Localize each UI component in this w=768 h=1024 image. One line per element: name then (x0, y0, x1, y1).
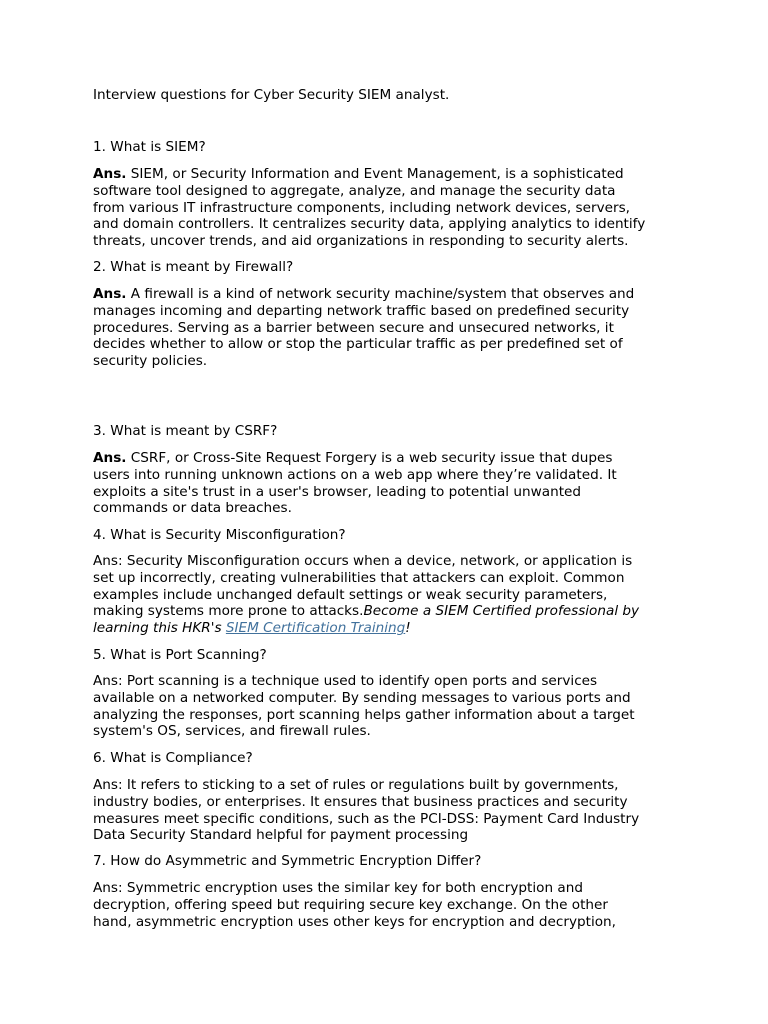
question-4: 4. What is Security Misconfiguration? (93, 527, 346, 543)
answer-line (93, 603, 683, 620)
answer-line (93, 620, 683, 637)
answer-line: Ans: Port scanning is a technique used to identify open ports and services (93, 673, 598, 689)
answer-line: threats, uncover trends, and aid organizations in responding to security alerts. (93, 233, 629, 250)
answer-line (93, 166, 683, 183)
question-1: 1. What is SIEM? (93, 139, 206, 155)
answer-line: set up incorrectly, creating vulnerabilities that attackers can exploit. Common (93, 569, 625, 586)
answer-1 (93, 166, 683, 250)
promo-text: learning this HKR's (93, 620, 226, 637)
answer-line (93, 450, 683, 467)
answer-text: SIEM, or Security Information and Event Management, is a sophisticated (130, 166, 624, 182)
answer-line: and domain controllers. It centralizes security data, applying analytics to identify (93, 216, 646, 233)
answer-line: industry bodies, or enterprises. It ensures that business practices and security (93, 793, 628, 810)
answer-line: Data Security Standard helpful for payment processing (93, 827, 469, 844)
answer-line: users into running unknown actions on a web app where they’re validated. It (93, 466, 617, 483)
answer-line: available on a networked computer. By sending messages to various ports and (93, 689, 631, 706)
question-2: 2. What is meant by Firewall? (93, 259, 294, 275)
answer-line: manages incoming and departing network traffic based on predefined security (93, 302, 630, 319)
answer-text: Security Misconfiguration occurs when a device, network, or application is (126, 553, 633, 569)
answer-line (93, 286, 683, 303)
answer-4 (93, 553, 683, 637)
answer-text: CSRF, or Cross-Site Request Forgery is a web security issue that dupes (130, 450, 613, 466)
answer-line: Ans: It refers to sticking to a set of rules or regulations built by governments, (93, 777, 619, 793)
answer-line: from various IT infrastructure components, including network devices, servers, (93, 199, 630, 216)
question-3: 3. What is meant by CSRF? (93, 423, 278, 439)
answer-line: decryption, offering speed but requiring secure key exchange. On the other (93, 896, 608, 913)
ans-label: Ans. (93, 286, 127, 302)
document-title: Interview questions for Cyber Security SIEM analyst. (93, 87, 450, 103)
answer-line: measures meet specific conditions, such as the PCI-DSS: Payment Card Industry (93, 810, 640, 827)
answer-line: hand, asymmetric encryption uses other keys for encryption and decryption, (93, 913, 616, 930)
question-5: 5. What is Port Scanning? (93, 647, 267, 663)
question-7: 7. How do Asymmetric and Symmetric Encryption Differ? (93, 853, 482, 869)
answer-text: A firewall is a kind of network security machine/system that observes and (130, 286, 635, 302)
ans-label: Ans. (93, 450, 127, 466)
answer-6 (93, 777, 683, 844)
answer-3 (93, 450, 683, 517)
answer-line: decides whether to allow or stop the particular traffic as per predefined set of (93, 336, 623, 353)
answer-line: Ans: Symmetric encryption uses the similar key for both encryption and (93, 880, 583, 896)
ans-label: Ans: (93, 553, 123, 569)
question-6: 6. What is Compliance? (93, 750, 253, 766)
answer-line: security policies. (93, 353, 208, 370)
ans-label: Ans. (93, 166, 127, 182)
promo-text: Become a SIEM Certified professional by (363, 603, 640, 620)
document-page (93, 0, 683, 1024)
answer-7 (93, 880, 683, 930)
answer-line (93, 553, 683, 570)
answer-line: software tool designed to aggregate, analyze, and manage the security data (93, 182, 616, 199)
answer-5 (93, 673, 683, 740)
answer-line: analyzing the responses, port scanning helps gather information about a target (93, 706, 635, 723)
siem-certification-training-link[interactable]: SIEM Certification Training (225, 620, 406, 637)
answer-line: system's OS, services, and firewall rules. (93, 723, 371, 740)
answer-text: making systems more prone to attacks. (93, 603, 364, 620)
answer-line: examples include unchanged default settings or weak security parameters, (93, 586, 608, 603)
answer-line: commands or data breaches. (93, 500, 292, 517)
answer-line: exploits a site's trust in a user's browser, leading to potential unwanted (93, 483, 582, 500)
answer-2 (93, 286, 683, 370)
promo-suffix: ! (405, 620, 411, 637)
answer-line: procedures. Serving as a barrier between secure and unsecured networks, it (93, 319, 614, 336)
